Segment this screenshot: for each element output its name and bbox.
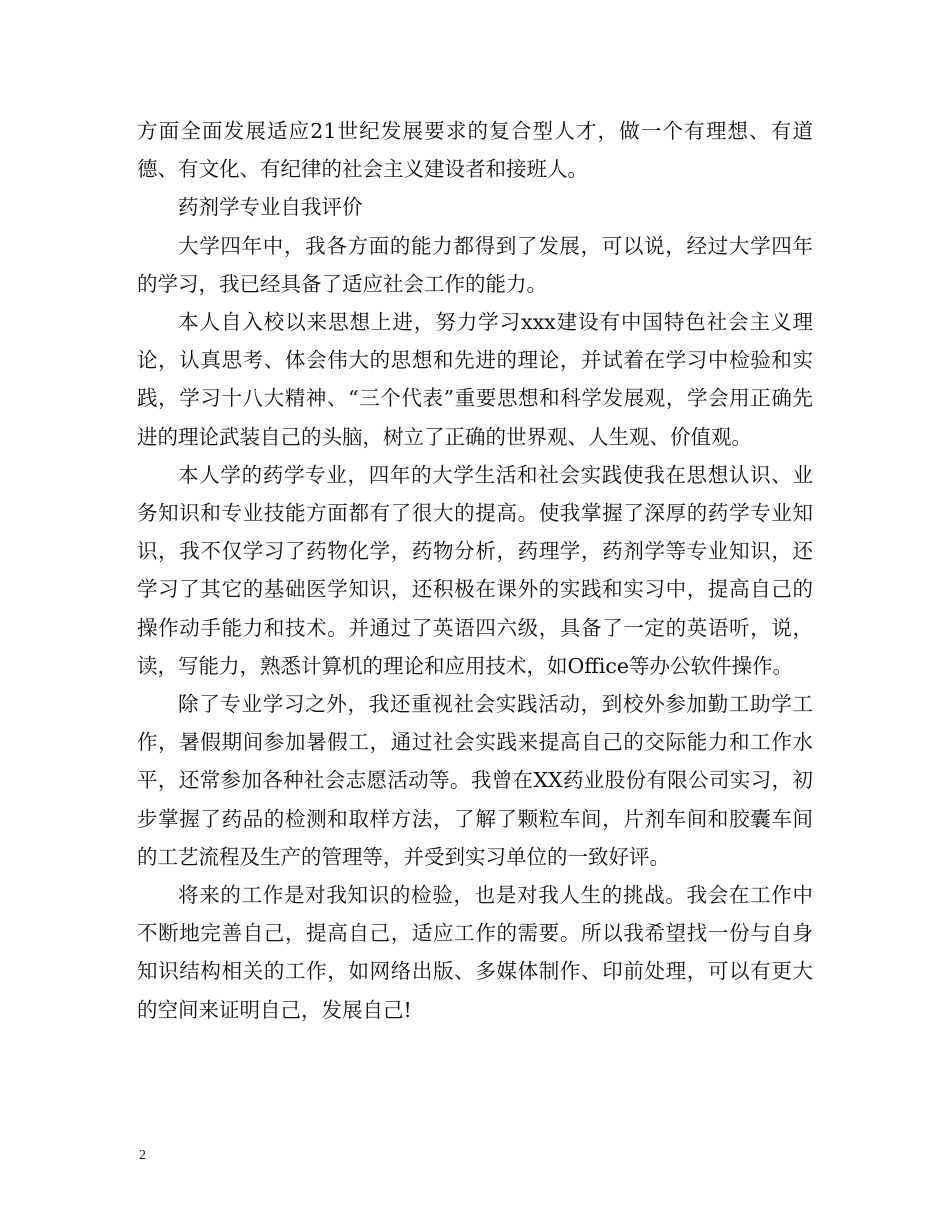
paragraph: 大学四年中，我各方面的能力都得到了发展，可以说，经过大学四年的学习，我已经具备了适应社会工作的能力。 (137, 233, 813, 296)
paragraph: 本人学的药学专业，四年的大学生活和社会实践使我在思想认识、业务知识和专业技能方面都有了很大的提高。使我掌握了深厚的药学专业知识，我不仅学习了药物化学，药物分析，药理学，药剂学等专业知识，还学习了其它的基础医学知识，还积极在课外的实践和实习中，提高自己的操作动手能力和技术。并通过了英语四六级，具备了一定的英语听，说，读，写能力，熟悉计算机的理论和应用技术，如Office等办公软件操作。 (137, 462, 813, 678)
section-heading: 药剂学专业自我评价 (178, 195, 363, 220)
paragraph: 将来的工作是对我知识的检验，也是对我人生的挑战。我会在工作中不断地完善自己，提高自己，适应工作的需要。所以我希望找一份与自身知识结构相关的工作，如网络出版、多媒体制作、印前处理，可以有更大的空间来证明自己，发展自己! (137, 883, 813, 1022)
page-number: 2 (139, 1148, 146, 1163)
paragraph: 除了专业学习之外，我还重视社会实践活动，到校外参加勤工助学工作，暑假期间参加暑假工，通过社会实践来提高自己的交际能力和工作水平，还常参加各种社会志愿活动等。我曾在XX药业股份有限公司实习，初步掌握了药品的检测和取样方法，了解了颗粒车间，片剂车间和胶囊车间的工艺流程及生产的管理等，并受到实习单位的一致好评。 (137, 692, 813, 869)
document-body (137, 112, 813, 1029)
paragraph-continuation: 方面全面发展适应21世纪发展要求的复合型人才，做一个有理想、有道德、有文化、有纪律的社会主义建设者和接班人。 (137, 119, 813, 182)
paragraph: 本人自入校以来思想上进，努力学习xxx建设有中国特色社会主义理论，认真思考、体会伟大的思想和先进的理论，并试着在学习中检验和实践，学习十八大精神、“三个代表”重要思想和科学发展观，学会用正确先进的理论武装自己的头脑，树立了正确的世界观、人生观、价值观。 (137, 310, 813, 449)
